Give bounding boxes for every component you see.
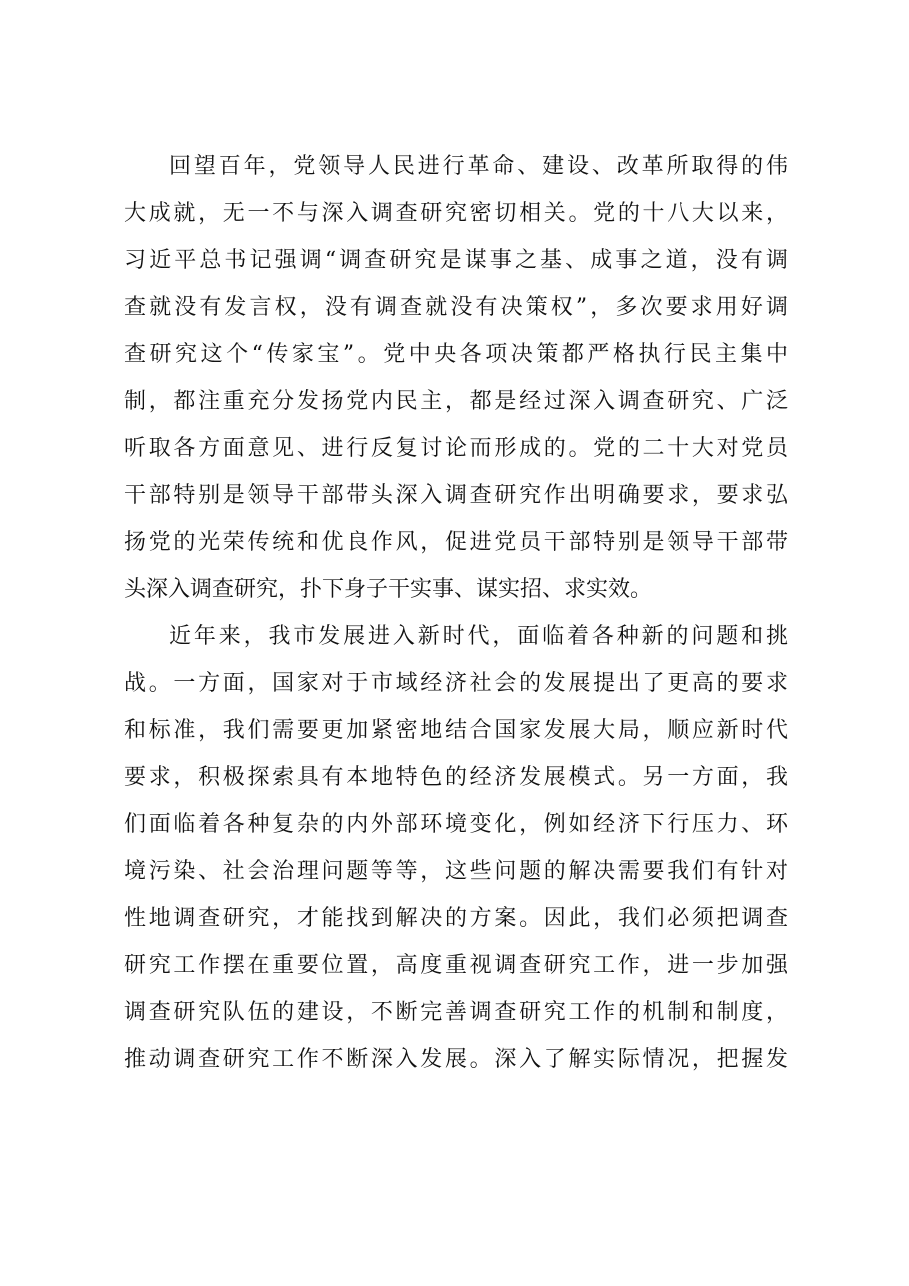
paragraph-line: 和标准，我们需要更加紧密地结合国家发展大局，顺应新时代 (124, 718, 788, 743)
paragraph-line: 回望百年，党领导人民进行革命、建设、改革所取得的伟 (169, 154, 788, 179)
paragraph-line: 战。一方面，国家对于市域经济社会的发展提出了更高的要求 (124, 671, 788, 696)
paragraph-line: 扬党的光荣传统和优良作风，促进党员干部特别是领导干部带 (124, 530, 788, 555)
paragraph-1 (124, 143, 788, 613)
paragraph-line: 研究工作摆在重要位置，高度重视调查研究工作，进一步加强 (124, 953, 788, 978)
paragraph-line: 要求，积极探索具有本地特色的经济发展模式。另一方面，我 (124, 765, 788, 790)
paragraph-line: 习近平总书记强调“调查研究是谋事之基、成事之道，没有调 (124, 248, 788, 273)
paragraph-line: 调查研究队伍的建设，不断完善调查研究工作的机制和制度， (124, 1000, 788, 1025)
paragraph-line: 大成就，无一不与深入调查研究密切相关。党的十八大以来， (124, 201, 788, 226)
paragraph-line: 推动调查研究工作不断深入发展。深入了解实际情况，把握发 (124, 1047, 788, 1072)
paragraph-line: 干部特别是领导干部带头深入调查研究作出明确要求，要求弘 (124, 483, 788, 508)
paragraph-2 (124, 613, 788, 1083)
paragraph-line: 查研究这个“传家宝”。党中央各项决策都严格执行民主集中 (124, 342, 788, 367)
paragraph-line: 头深入调查研究，扑下身子干实事、谋实招、求实效。 (124, 577, 653, 602)
paragraph-line: 制，都注重充分发扬党内民主，都是经过深入调查研究、广泛 (124, 389, 788, 414)
paragraph-line: 们面临着各种复杂的内外部环境变化，例如经济下行压力、环 (124, 812, 788, 837)
paragraph-line: 性地调查研究，才能找到解决的方案。因此，我们必须把调查 (124, 906, 788, 931)
paragraph-line: 境污染、社会治理问题等等，这些问题的解决需要我们有针对 (124, 859, 788, 884)
document-body (124, 143, 788, 1083)
paragraph-line: 听取各方面意见、进行反复讨论而形成的。党的二十大对党员 (124, 436, 788, 461)
paragraph-line: 近年来，我市发展进入新时代，面临着各种新的问题和挑 (169, 624, 788, 649)
paragraph-line: 查就没有发言权，没有调查就没有决策权”，多次要求用好调 (124, 295, 788, 320)
